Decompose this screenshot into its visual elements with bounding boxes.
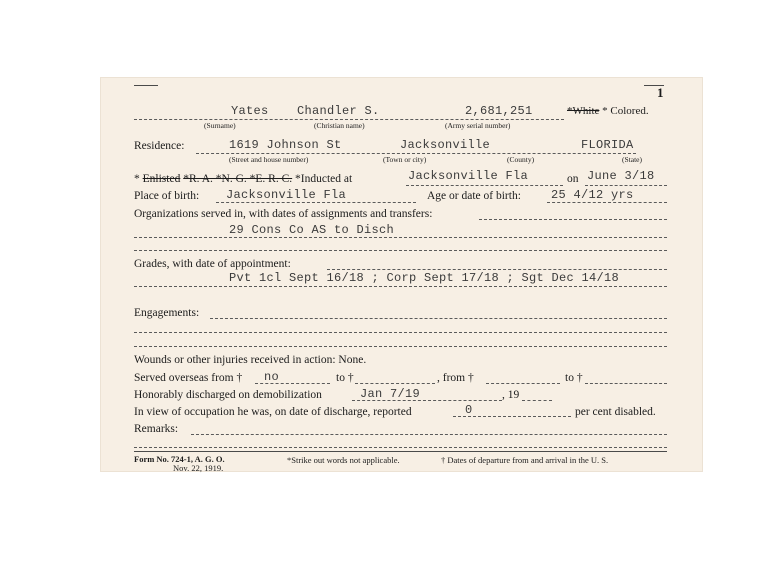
christian-name-caption: (Christian name) [314,121,365,130]
age-value: 25 4/12 yrs [551,188,634,202]
state-value: FLORIDA [581,138,634,152]
induction-line [134,173,352,185]
organizations-value: 29 Cons Co AS to Disch [229,223,395,237]
induction-prefix: * [134,173,143,185]
induction-place-rule [406,185,563,186]
top-left-rule [134,85,158,86]
grades-label: Grades, with date of appointment: [134,258,291,270]
discharge-date-value: Jan 7/19 [360,387,421,401]
overseas-to2-rule [585,383,667,384]
engagements-rule-1 [210,318,667,319]
enlisted-label: Enlisted [142,173,181,185]
disability-rule [453,416,571,417]
colored-label: * Colored. [602,105,649,117]
state-caption: (State) [622,155,642,164]
remarks-rule-1 [191,434,667,435]
engagements-label: Engagements: [134,307,200,319]
city-value: Jacksonville [400,138,491,152]
organizations-label: Organizations served in, with dates of assignments and transfers: [134,208,433,220]
discharge-year-rule [522,400,552,401]
county-caption: (County) [507,155,535,164]
wounds-label: Wounds or other injuries received in action: None. [134,354,367,366]
grades-value: Pvt 1cl Sept 16/18 ; Corp Sept 17/18 ; Sgt Dec 14/18 [229,271,620,285]
birth-place-value: Jacksonville Fla [226,188,347,202]
footer-rule [134,451,667,452]
christian-name-value: Chandler S. [297,104,380,118]
overseas-from2-label: , from † [437,372,474,384]
card-number-value: 1 [657,85,664,100]
induction-date-value: June 3/18 [587,169,655,183]
disability-suffix: per cent disabled. [575,406,656,418]
engagements-rule-2 [134,332,667,333]
remarks-rule-2 [134,447,667,448]
on-label: on [567,173,579,185]
organizations-rule-2 [134,237,667,238]
white-label: *White [567,105,600,117]
discharge-label: Honorably discharged on demobilization [134,389,322,401]
organizations-rule-1 [479,219,667,220]
serial-number-value: 2,681,251 [465,104,533,118]
remarks-label: Remarks: [134,423,179,435]
footnote-dates: † Dates of departure from and arrival in the U. S. [441,455,609,465]
serial-caption: (Army serial number) [445,121,511,130]
street-caption: (Street and house number) [229,155,309,164]
engagements-rule-3 [134,346,667,347]
discharge-year-suffix: , 19 [502,389,520,401]
birth-place-label: Place of birth: [134,190,200,202]
overseas-to-label: to † [336,372,354,384]
induction-place-value: Jacksonville Fla [408,169,529,183]
inducted-label: *Inducted at [295,173,353,185]
overseas-from2-rule [486,383,560,384]
footnote-strike: *Strike out words not applicable. [287,455,400,465]
age-rule [547,202,667,203]
overseas-from-rule [255,383,330,384]
disability-value: 0 [465,403,473,417]
grades-rule-2 [134,286,667,287]
grades-rule-1 [327,269,667,270]
form-date: Nov. 22, 1919. [173,463,224,473]
city-caption: (Town or city) [383,155,427,164]
race-options [567,105,649,117]
overseas-to2-label: to † [565,372,583,384]
organizations-rule-3 [134,250,667,251]
residence-label: Residence: [134,140,185,152]
discharge-rule [352,400,502,401]
surname-caption: (Surname) [204,121,236,130]
age-label: Age or date of birth: [427,190,521,202]
overseas-label: Served overseas from † [134,372,243,384]
surname-value: Yates [231,104,269,118]
overseas-from-value: no [264,370,280,384]
form-number: Form No. 724-1, A. G. O. [134,454,225,464]
induction-date-rule [585,185,667,186]
name-line-rule [134,119,564,120]
birth-place-rule [216,202,416,203]
street-value: 1619 Johnson St [229,138,342,152]
service-record-card [101,78,702,471]
overseas-to-rule [355,383,435,384]
residence-rule [196,153,636,154]
component-options: *R. A. *N. G. *E. R. C. [183,173,293,185]
disability-label: In view of occupation he was, on date of discharge, reported [134,406,412,418]
